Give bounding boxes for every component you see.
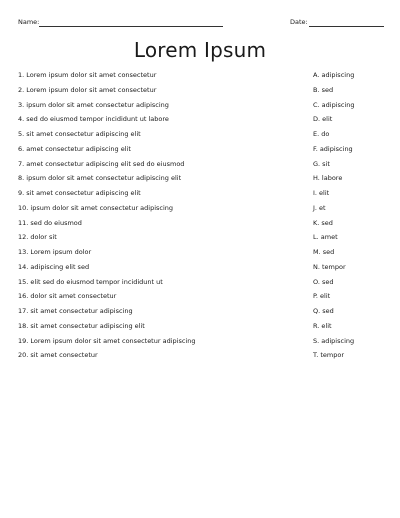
answer-item: F. adipiscing xyxy=(313,144,353,153)
answer-item: P. elit xyxy=(313,292,331,301)
question-list xyxy=(18,70,318,365)
question-item: 7. amet consectetur adipiscing elit sed do eiusmod xyxy=(18,159,185,168)
answer-item: J. et xyxy=(313,203,326,212)
question-item: 20. sit amet consectetur xyxy=(18,351,98,360)
question-item: 3. ipsum dolor sit amet consectetur adipiscing xyxy=(18,100,169,109)
answer-item: I. elit xyxy=(313,189,330,197)
date-blank-line[interactable] xyxy=(309,26,384,27)
answer-item: Q. sed xyxy=(313,307,334,315)
question-item: 2. Lorem ipsum dolor sit amet consectetur xyxy=(18,85,157,94)
answer-item: K. sed xyxy=(313,218,333,227)
name-label: Name: xyxy=(18,18,40,26)
question-item: 14. adipiscing elit sed xyxy=(18,262,90,271)
answer-item: H. labore xyxy=(313,174,343,183)
answer-item: L. amet xyxy=(313,233,338,242)
question-item: 16. dolor sit amet consectetur xyxy=(18,292,117,301)
question-item: 9. sit amet consectetur adipiscing elit xyxy=(18,189,141,197)
page-title: Lorem Ipsum xyxy=(133,38,267,62)
answer-item: B. sed xyxy=(313,85,334,94)
answer-item: R. elit xyxy=(313,321,332,330)
answer-item: M. sed xyxy=(313,248,335,256)
worksheet-header xyxy=(18,18,384,30)
question-item: 13. Lorem ipsum dolor xyxy=(18,248,92,256)
answer-item: S. adipiscing xyxy=(313,336,355,345)
question-item: 6. amet consectetur adipiscing elit xyxy=(18,144,131,153)
question-item: 19. Lorem ipsum dolor sit amet consectetur adipiscing xyxy=(18,336,196,345)
question-item: 10. ipsum dolor sit amet consectetur adipiscing xyxy=(18,203,174,212)
answer-item: A. adipiscing xyxy=(313,71,355,79)
question-item: 18. sit amet consectetur adipiscing elit xyxy=(18,321,145,330)
date-label: Date: xyxy=(290,18,308,26)
question-item: 1. Lorem ipsum dolor sit amet consectetur xyxy=(18,71,157,79)
question-item: 8. ipsum dolor sit amet consectetur adipiscing elit xyxy=(18,174,182,183)
question-item: 12. dolor sit xyxy=(18,233,57,242)
question-item: 15. elit sed do eiusmod tempor incididunt ut xyxy=(18,277,163,286)
name-blank-line[interactable] xyxy=(39,26,223,27)
answer-list xyxy=(313,70,393,365)
question-item: 4. sed do eiusmod tempor incididunt ut labore xyxy=(18,115,169,124)
answer-item: O. sed xyxy=(313,277,334,286)
answer-item: C. adipiscing xyxy=(313,100,355,109)
question-item: 17. sit amet consectetur adipiscing xyxy=(18,307,133,315)
answer-item: G. sit xyxy=(313,159,330,168)
answer-item: D. elit xyxy=(313,115,333,124)
question-item: 11. sed do eiusmod xyxy=(18,218,82,227)
question-item: 5. sit amet consectetur adipiscing elit xyxy=(18,130,141,138)
answer-item: N. tempor xyxy=(313,262,346,271)
answer-item: T. tempor xyxy=(313,351,344,360)
answer-item: E. do xyxy=(313,130,330,138)
